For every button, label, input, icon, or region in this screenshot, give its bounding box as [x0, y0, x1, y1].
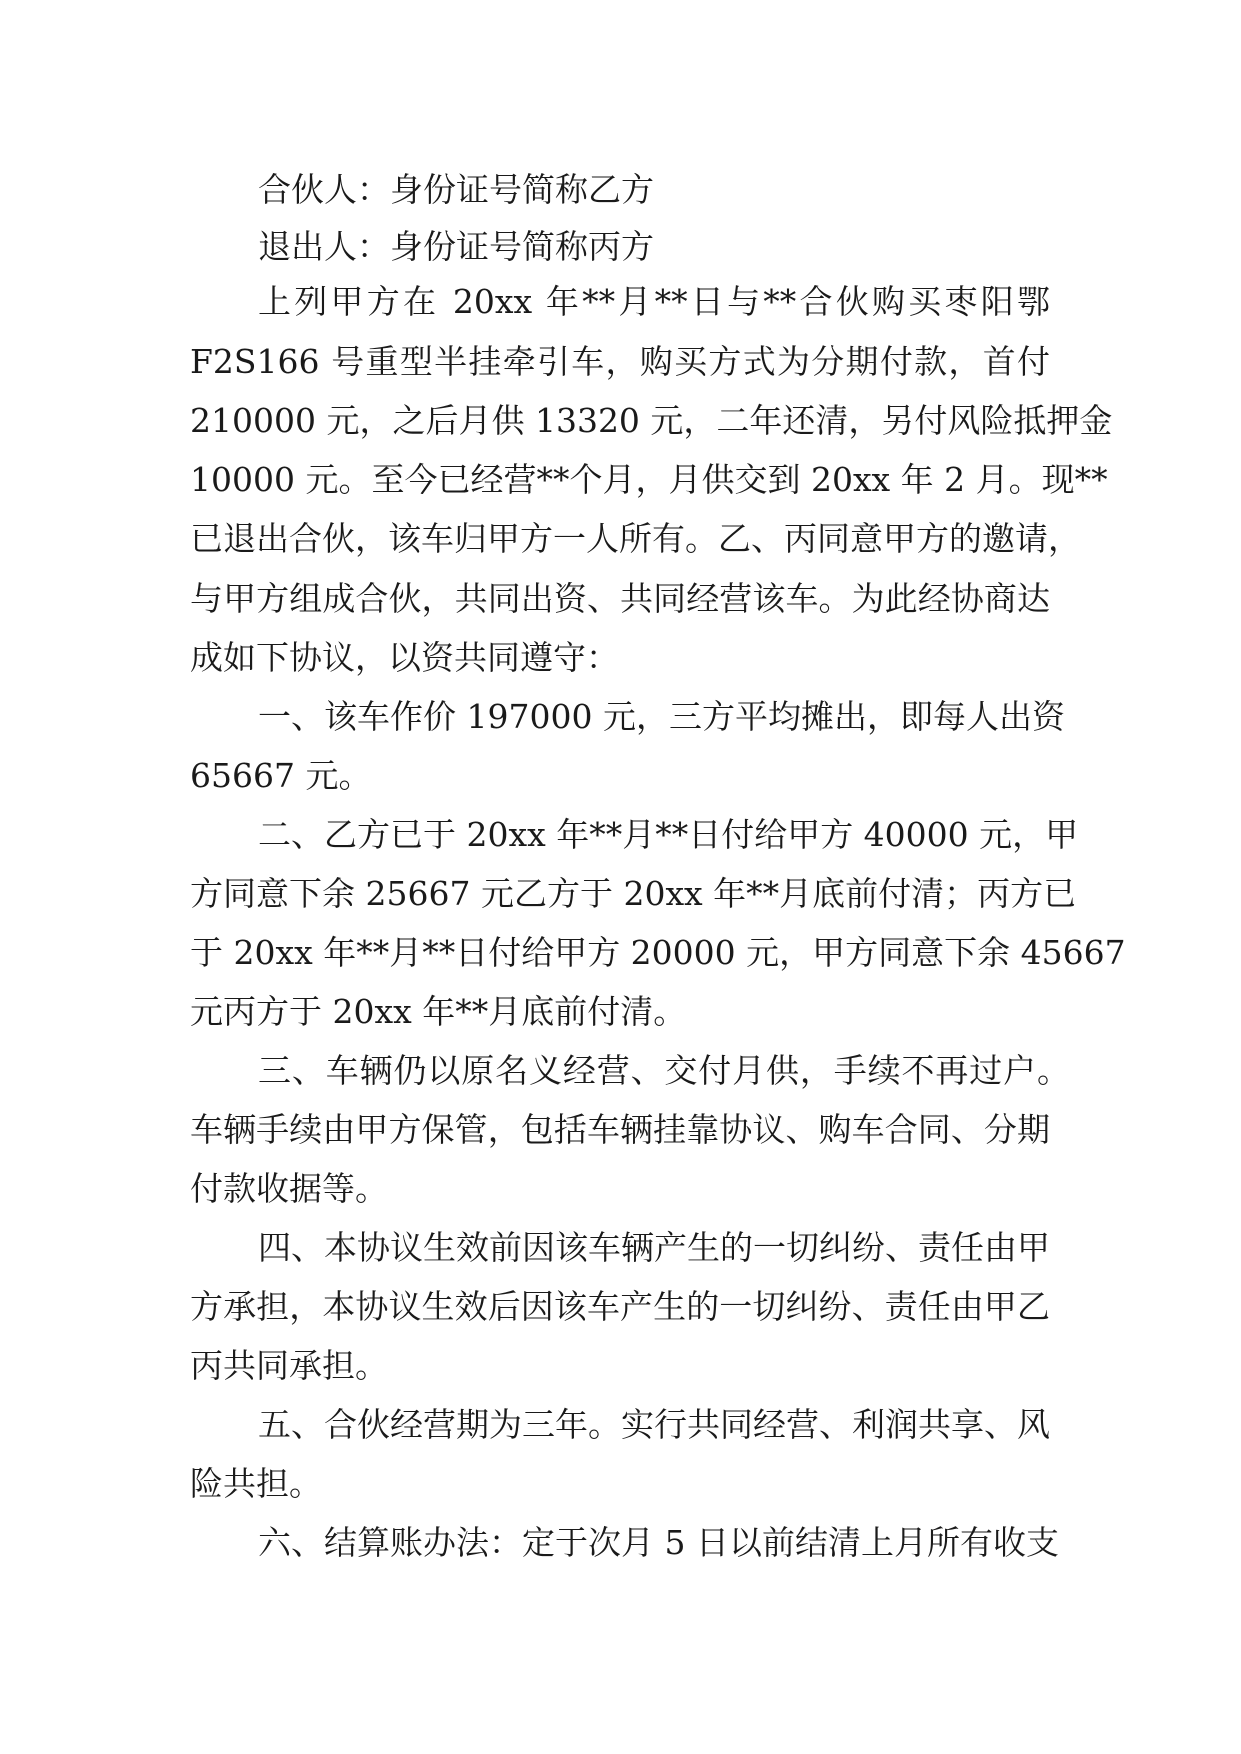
clause-6-line	[258, 1518, 1059, 1568]
clause-1-line	[258, 692, 1065, 742]
text-line: 10000 元。至今已经营**个月，月供交到 20xx 年 2 月。现**	[190, 460, 1108, 499]
text-line: F2S166 号重型半挂牵引车，购买方式为分期付款，首付	[190, 342, 1050, 381]
text-line: 已退出合伙，该车归甲方一人所有。乙、丙同意甲方的邀请，	[190, 519, 1081, 558]
text-line: 丙共同承担。	[190, 1346, 388, 1385]
clause-3-line	[190, 1164, 388, 1214]
paragraph-line	[190, 633, 619, 683]
paragraph-line	[258, 277, 1050, 327]
clause-5-line	[190, 1459, 322, 1509]
text-line: 上列甲方在 20xx 年**月**日与**合伙购买枣阳鄂	[258, 282, 1050, 321]
text-line: 二、乙方已于 20xx 年**月**日付给甲方 40000 元，甲	[258, 815, 1079, 854]
clause-3-line	[190, 1105, 1050, 1155]
clause-4-line	[258, 1223, 1050, 1273]
text-line: 退出人：身份证号简称丙方	[258, 227, 654, 266]
text-line: 210000 元，之后月供 13320 元，二年还清，另付风险抵押金	[190, 401, 1113, 440]
paragraph-line	[190, 514, 1081, 564]
text-line: 成如下协议，以资共同遵守：	[190, 638, 619, 677]
paragraph-line	[190, 337, 1050, 387]
text-line: 六、结算账办法：定于次月 5 日以前结清上月所有收支	[258, 1523, 1059, 1562]
paragraph-line	[190, 574, 1050, 624]
text-line: 车辆手续由甲方保管，包括车辆挂靠协议、购车合同、分期	[190, 1110, 1050, 1149]
withdrawer-line	[258, 222, 654, 272]
clause-2-line	[190, 928, 1126, 978]
text-line: 险共担。	[190, 1464, 322, 1503]
clause-4-line	[190, 1341, 388, 1391]
paragraph-line	[190, 455, 1108, 505]
text-line: 四、本协议生效前因该车辆产生的一切纠纷、责任由甲	[258, 1228, 1050, 1267]
clause-5-line	[258, 1400, 1050, 1450]
clause-3-line	[258, 1046, 1070, 1096]
text-line: 方承担，本协议生效后因该车产生的一切纠纷、责任由甲乙	[190, 1287, 1050, 1326]
clause-1-line	[190, 751, 371, 801]
partner-line	[258, 165, 654, 215]
text-line: 65667 元。	[190, 756, 372, 795]
text-line: 合伙人：身份证号简称乙方	[258, 170, 654, 209]
text-line: 与甲方组成合伙，共同出资、共同经营该车。为此经协商达	[190, 579, 1050, 618]
text-line: 方同意下余 25667 元乙方于 20xx 年**月底前付清；丙方已	[190, 874, 1077, 913]
clause-2-line	[190, 869, 1077, 919]
text-line: 五、合伙经营期为三年。实行共同经营、利润共享、风	[258, 1405, 1050, 1444]
paragraph-line	[190, 396, 1113, 446]
text-line: 元丙方于 20xx 年**月底前付清。	[190, 992, 687, 1031]
text-line: 于 20xx 年**月**日付给甲方 20000 元，甲方同意下余 45667	[190, 933, 1126, 972]
clause-2-line	[190, 987, 686, 1037]
text-line: 一、该车作价 197000 元，三方平均摊出，即每人出资	[258, 697, 1065, 736]
text-line: 三、车辆仍以原名义经营、交付月供，手续不再过户。	[258, 1051, 1070, 1090]
text-line: 付款收据等。	[190, 1169, 388, 1208]
clause-2-line	[258, 810, 1079, 860]
clause-4-line	[190, 1282, 1050, 1332]
